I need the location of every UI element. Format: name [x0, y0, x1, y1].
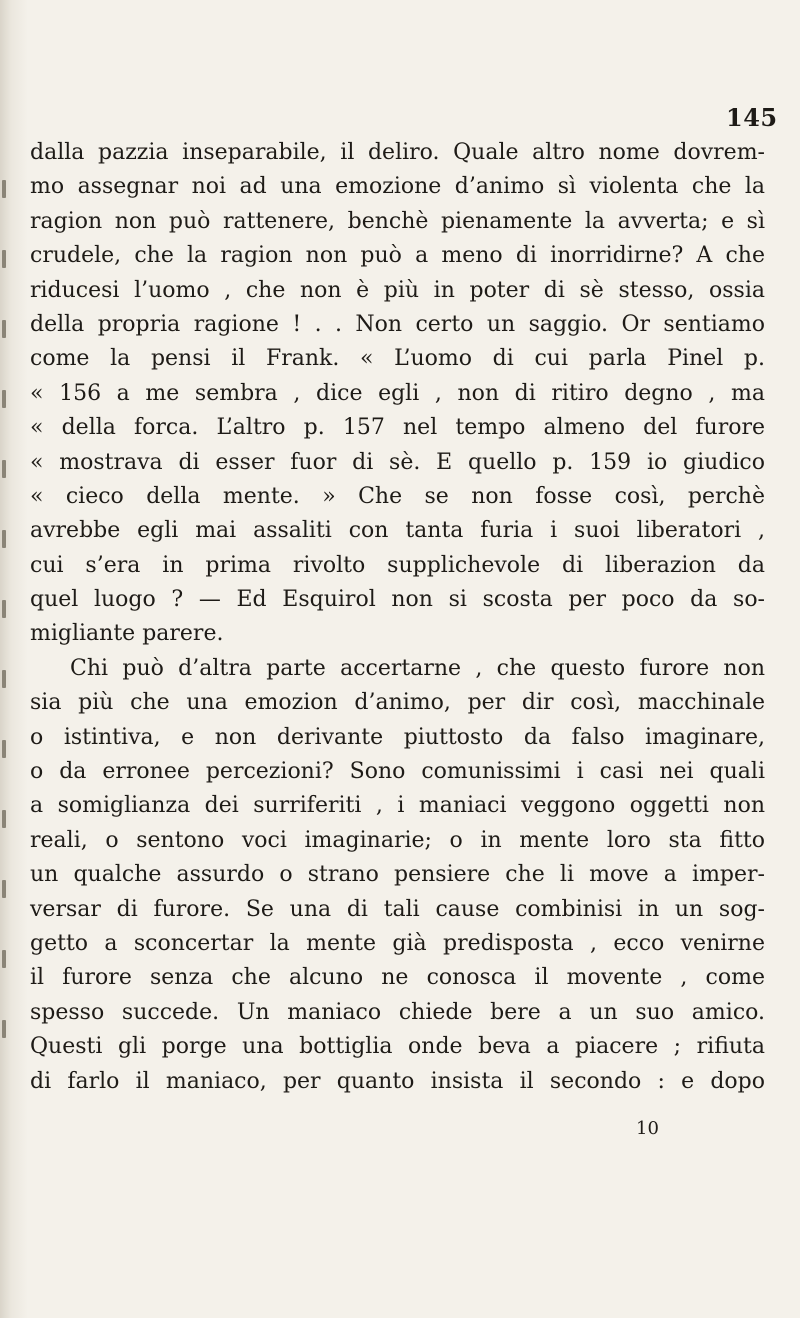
text-line: o istintiva, e non derivante piuttosto da falso imaginare, — [30, 724, 765, 750]
text-line: a somiglianza dei surriferiti , i maniaci veggono oggetti non — [30, 793, 765, 819]
text-line: o da erronee percezioni? Sono comunissimi i casi nei quali — [30, 759, 765, 785]
text-line: migliante parere. — [30, 621, 224, 647]
signature-mark: 10 — [636, 1118, 659, 1139]
text-line: come la pensi il Frank. « L’uomo di cui parla Pinel p. — [30, 346, 765, 372]
text-line: riducesi l’uomo , che non è più in poter di sè stesso, ossia — [30, 277, 765, 303]
body-text — [30, 136, 765, 1099]
text-line: Questi gli porge una bottiglia onde beva a piacere ; rifiuta — [30, 1034, 765, 1060]
text-line: avrebbe egli mai assaliti con tanta furia i suoi liberatori , — [30, 518, 765, 544]
text-line: « cieco della mente. » Che se non fosse così, perchè — [30, 483, 765, 509]
text-line: un qualche assurdo o strano pensiere che li move a imper- — [30, 862, 765, 888]
text-line: « mostrava di esser fuor di sè. E quello p. 159 io giudico — [30, 449, 765, 475]
text-line: della propria ragione ! . . Non certo un saggio. Or sentiamo — [30, 311, 765, 337]
text-line: « 156 a me sembra , dice egli , non di ritiro degno , ma — [30, 380, 765, 406]
text-line: reali, o sentono voci imaginarie; o in mente loro sta fitto — [30, 827, 765, 853]
text-line: versar di furore. Se una di tali cause combinisi in un sog- — [30, 896, 765, 922]
text-line: cui s’era in prima rivolto supplichevole di liberazion da — [30, 552, 765, 578]
text-line: di farlo il maniaco, per quanto insista il secondo : e dopo — [30, 1068, 765, 1094]
text-line: crudele, che la ragion non può a meno di inorridirne? A che — [30, 243, 765, 269]
text-line: Chi può d’altra parte accertarne , che questo furore non — [70, 655, 765, 681]
text-line: quel luogo ? — Ed Esquirol non si scosta per poco da so- — [30, 587, 765, 613]
text-line: getto a sconcertar la mente già predisposta , ecco venirne — [30, 930, 765, 956]
text-line: il furore senza che alcuno ne conosca il movente , come — [30, 965, 765, 991]
text-line: mo assegnar noi ad una emozione d’animo sì violenta che la — [30, 174, 765, 200]
text-line: sia più che una emozion d’animo, per dir così, macchinale — [30, 690, 765, 716]
text-line: « della forca. L’altro p. 157 nel tempo almeno del furore — [30, 415, 765, 441]
binding-edge-marks — [0, 180, 14, 1060]
text-line: dalla pazzia inseparabile, il deliro. Quale altro nome dovrem- — [30, 140, 765, 165]
text-line: spesso succede. Un maniaco chiede bere a un suo amico. — [30, 999, 765, 1025]
page-number: 145 — [726, 103, 778, 132]
text-line: ragion non può rattenere, benchè pienamente la avverta; e sì — [30, 208, 765, 234]
